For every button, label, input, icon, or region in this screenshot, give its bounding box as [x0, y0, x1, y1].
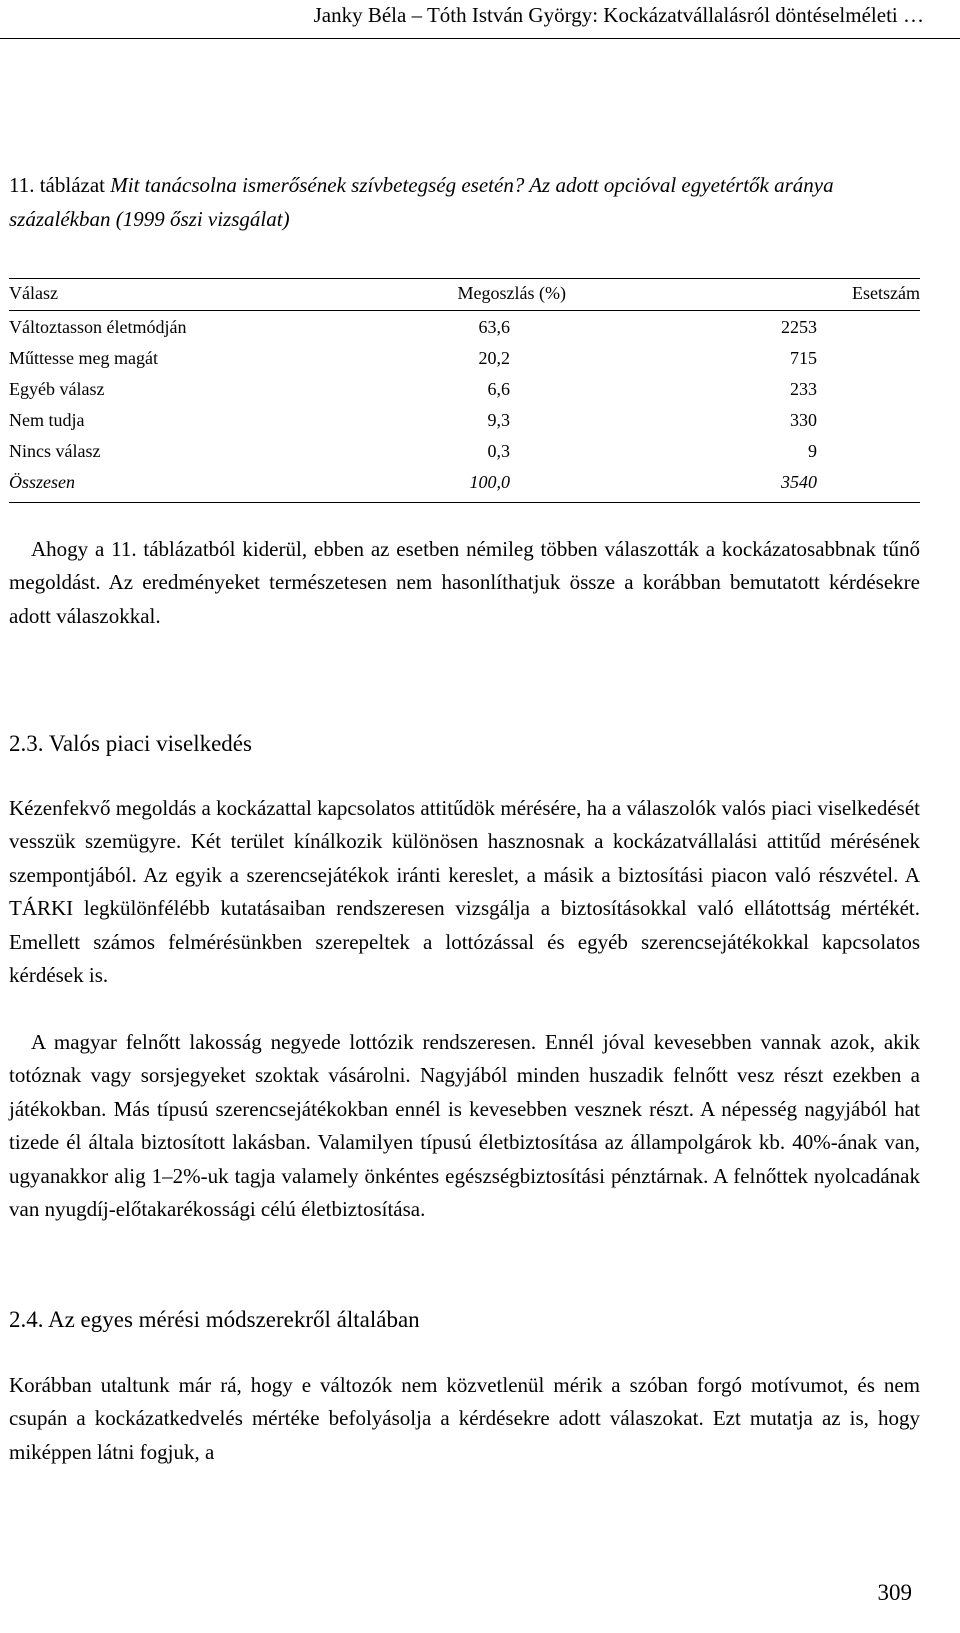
table-cell: 330 [790, 410, 817, 430]
table-caption-text: Mit tanácsolna ismerősének szívbetegség esetén? Az adott opcióval egyetértők aránya százalékban (1999 őszi vizsgálat) [9, 173, 834, 231]
table-row [9, 343, 920, 374]
body-paragraph: A magyar felnőtt lakosság negyede lottózik rendszeresen. Ennél jóval kevesebben vannak azok, akik totóznak vagy sorsjegyeket szoktak vásárolni. Nagyjából minden huszadik felnőtt vesz részt ezekben a játékokban. Más típusú szerencsejátékokban ennél is kevesebben vesznek részt. A népesség nagyjából hat tizede él általa biztosított lakásban. Valamilyen típusú életbiztosítása az állampolgárok kb. 40%-ának van, ugyanakkor alig 1–2%-uk tagja valamely önkéntes egészségbiztosítási pénztárnak. A felnőttek nyolcadának van nyugdíj-előtakarékossági célú életbiztosítása. [9, 1030, 920, 1222]
table-row [9, 374, 920, 405]
page-number: 309 [877, 1580, 912, 1605]
table-cell: 63,6 [478, 317, 510, 337]
column-header-megoszlas: Megoszlás (%) [457, 283, 566, 303]
table-cell: 9 [808, 441, 817, 461]
table-cell: Nincs válasz [9, 441, 101, 461]
body-paragraph: Ahogy a 11. táblázatból kiderül, ebben az esetben némileg többen válaszották a kockázatosabbnak tűnő megoldást. Az eredményeket természetesen nem hasonlíthatjuk össze a korábban bemutatott kérdésekre adott válaszokkal. [9, 537, 920, 628]
section-heading: 2.4. Az egyes mérési módszerekről általában [9, 1307, 420, 1332]
table-caption [9, 168, 921, 236]
table-cell: Összesen [9, 472, 75, 492]
table-header-row [9, 278, 920, 309]
table-cell: 233 [790, 379, 817, 399]
section-heading: 2.3. Valós piaci viselkedés [9, 731, 252, 756]
table-cell: Változtasson életmódján [9, 317, 187, 337]
table-cell: 9,3 [487, 410, 510, 430]
table-number: 11. táblázat [9, 173, 106, 197]
table-cell: Műttesse meg magát [9, 348, 158, 368]
table-row [9, 312, 920, 343]
table-cell: 0,3 [487, 441, 510, 461]
running-header [0, 0, 960, 39]
table-row [9, 405, 920, 436]
table-cell: 715 [790, 348, 817, 368]
table-cell: 2253 [781, 317, 817, 337]
table-header-rule [9, 310, 920, 311]
table-bottom-rule [9, 502, 920, 503]
running-title: Janky Béla – Tóth István György: Kockázatvállalásról döntéselméleti … [313, 3, 924, 27]
table-cell: Nem tudja [9, 410, 85, 430]
column-header-valasz: Válasz [9, 283, 58, 303]
table-cell: Egyéb válasz [9, 379, 105, 399]
body-paragraph: Korábban utaltunk már rá, hogy e változók nem közvetlenül mérik a szóban forgó motívumot, és nem csupán a kockázatkedvelés mértéke befolyásolja a kérdésekre adott válaszokat. Ezt mutatja az is, hogy miképpen látni fogjuk, a [9, 1373, 920, 1464]
column-header-esetszam: Esetszám [852, 283, 920, 303]
body-paragraph: Kézenfekvő megoldás a kockázattal kapcsolatos attitűdök mérésére, ha a válaszolók valós piaci viselkedését vesszük szemügyre. Két terület kínálkozik különösen hasznosnak a kockázatvállalási attitűd mérésének szempontjából. Az egyik a szerencsejátékok iránti kereslet, a másik a biztosítási piacon való részvétel. A TÁRKI legkülönfélébb kutatásaiban rendszeresen vizsgálja a biztosításokkal való ellátottság mértékét. Emellett számos felmérésünkben szerepeltek a lottózással és egyéb szerencsejátékokkal kapcsolatos kérdések is. [9, 796, 920, 988]
table-cell: 20,2 [478, 348, 510, 368]
table-cell: 3540 [781, 472, 817, 492]
table-row [9, 436, 920, 467]
table-cell: 100,0 [469, 472, 510, 492]
table-cell: 6,6 [487, 379, 510, 399]
table-total-row [9, 467, 920, 498]
